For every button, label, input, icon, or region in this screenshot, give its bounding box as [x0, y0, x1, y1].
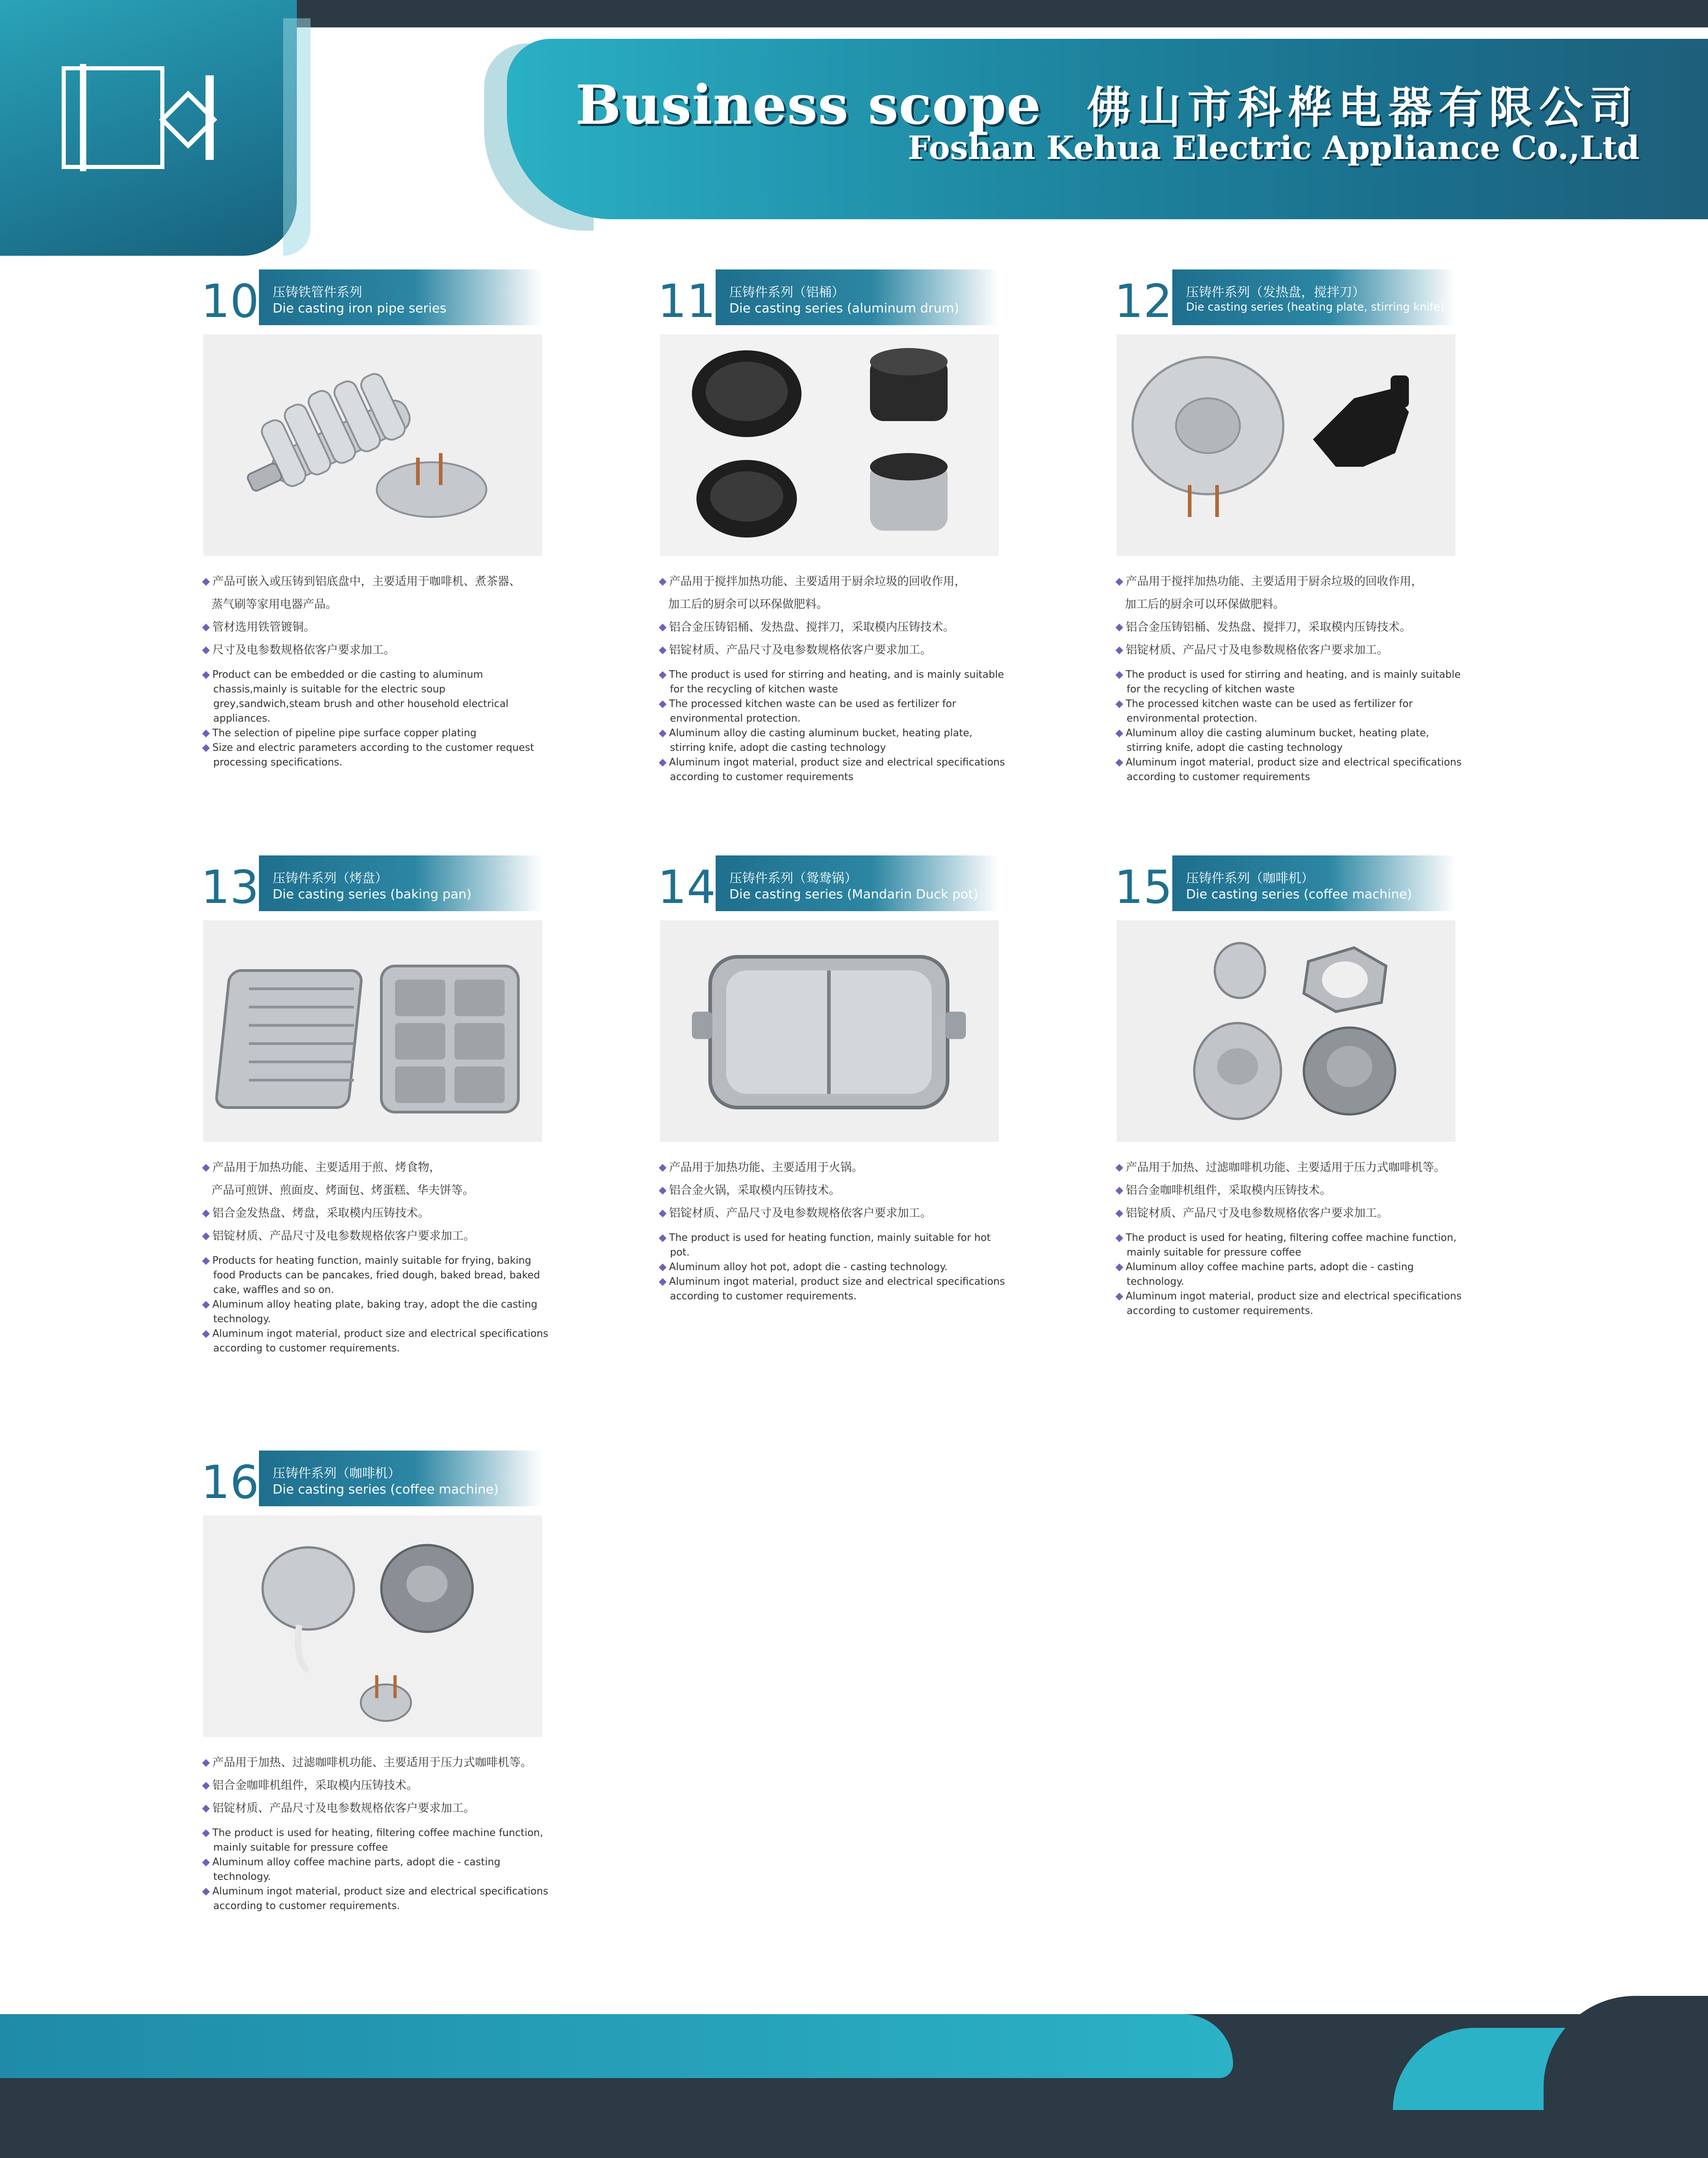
bullet-icon [1116, 1187, 1123, 1195]
product-photo-mandarin-duck-pot [660, 920, 999, 1142]
card-description [203, 1751, 550, 1914]
bullet-icon [202, 744, 210, 752]
card-title-cn: 压铸件系列（铝桶） [729, 285, 845, 300]
desc-cn-line: 蒸气刷等家用电器产品。 [211, 597, 337, 611]
desc-en-line: The product is used for stirring and heating, and is mainly suitable for the recycling of kitchen waste [1117, 668, 1464, 697]
card-number: 16 [201, 1456, 259, 1509]
desc-en-line: Aluminum ingot material, product size and electrical specifications according to customer requirements [660, 755, 1007, 785]
desc-cn-line: 铝锭材质、产品尺寸及电参数规格依客户要求加工。 [660, 1202, 1007, 1224]
bullet-icon [202, 578, 210, 586]
desc-cn-line: 加工后的厨余可以环保做肥料。 [1125, 597, 1285, 611]
desc-cn-line: 铝锭材质、产品尺寸及电参数规格依客户要求加工。 [660, 638, 1007, 661]
card-number: 10 [201, 274, 259, 328]
card-description [660, 1156, 1007, 1304]
desc-cn-line: 铝锭材质、产品尺寸及电参数规格依客户要求加工。 [203, 1224, 550, 1247]
desc-en-line: The product is used for heating, filtering coffee machine function, mainly suitable for pressure coffee [1117, 1231, 1464, 1260]
card-number: 15 [1114, 860, 1173, 914]
card-title-cn: 压铸铁管件系列 [273, 285, 363, 300]
desc-cn-line: 铝锭材质、产品尺寸及电参数规格依客户要求加工。 [1117, 638, 1464, 661]
company-name-en: Foshan Kehua Electric Appliance Co.,Ltd [907, 129, 1639, 167]
bullet-icon [1116, 1293, 1123, 1301]
desc-cn-line: 产品可煎饼、煎面皮、烤面包、烤蛋糕、华夫饼等。 [211, 1183, 474, 1197]
card-title-tag [259, 1451, 542, 1506]
desc-cn-line: 管材选用铁管镀铜。 [203, 616, 550, 638]
card-number: 11 [658, 274, 716, 328]
desc-cn-line: 产品用于搅拌加热功能、主要适用于厨余垃圾的回收作用， [660, 570, 1007, 593]
bullet-icon [659, 647, 667, 654]
desc-cn-line: 铝合金压铸铝桶、发热盘、搅拌刀，采取模内压铸技术。 [660, 616, 1007, 638]
card-title-tag [716, 269, 999, 325]
bullet-icon [659, 671, 667, 679]
bullet-icon [202, 1805, 210, 1813]
desc-en-line: Products for heating function, mainly suitable for frying, baking food Products can be pancakes, fried dough, baked bread, baked cake, waffles and so on. [203, 1254, 550, 1298]
desc-cn-line: 产品用于加热功能、主要适用于煎、烤食物， [203, 1156, 550, 1179]
page-title: Business scope [575, 73, 1042, 137]
desc-en-line: The product is used for heating function, mainly suitable for hot pot. [660, 1231, 1007, 1260]
desc-en-line: Aluminum ingot material, product size and electrical specifications according to customer requirements. [203, 1884, 550, 1914]
bullet-icon [202, 1164, 210, 1172]
desc-cn-line: 铝合金火锅，采取模内压铸技术。 [660, 1179, 1007, 1202]
desc-cn-line: 铝锭材质、产品尺寸及电参数规格依客户要求加工。 [203, 1797, 550, 1820]
product-photo-iron-pipe [203, 334, 542, 556]
bullet-icon [202, 624, 210, 632]
bullet-icon [1116, 578, 1123, 586]
bullet-icon [1116, 1235, 1123, 1242]
bullet-icon [659, 701, 667, 708]
desc-cn-line: 铝合金咖啡机组件，采取模内压铸技术。 [1117, 1179, 1464, 1202]
desc-en-line: Aluminum ingot material, product size and electrical specifications according to customer requirements. [660, 1275, 1007, 1304]
bullet-icon [202, 1830, 210, 1837]
desc-cn-line: 产品用于加热、过滤咖啡机功能、主要适用于压力式咖啡机等。 [203, 1751, 550, 1774]
bullet-icon [1116, 647, 1123, 654]
bullet-icon [659, 730, 667, 738]
card-title-en: Die casting series (heating plate, stirring knife) [1186, 301, 1445, 313]
bullet-icon [202, 1210, 210, 1218]
company-logo-icon [62, 66, 219, 169]
card-title-en: Die casting series (aluminum drum) [729, 301, 959, 316]
product-photo-coffee-machine-parts [1117, 920, 1455, 1142]
bullet-icon [1116, 759, 1123, 767]
desc-en-line: Aluminum alloy heating plate, baking tray, adopt the die casting technology. [203, 1298, 550, 1327]
desc-en-line: Aluminum alloy hot pot, adopt die - casting technology. [660, 1260, 1007, 1275]
card-description [1117, 570, 1464, 785]
card-title-en: Die casting series (baking pan) [273, 886, 472, 902]
desc-cn-line: 产品可嵌入或压铸到铝底盘中，主要适用于咖啡机、煮茶器、 [203, 570, 550, 593]
bullet-icon [202, 1257, 210, 1265]
desc-en-line: The product is used for stirring and heating, and is mainly suitable for the recycling of kitchen waste [660, 668, 1007, 697]
card-number: 13 [201, 860, 259, 914]
desc-cn-line: 产品用于搅拌加热功能、主要适用于厨余垃圾的回收作用， [1117, 570, 1464, 593]
card-number: 12 [1114, 274, 1173, 328]
card-title-en: Die casting series (coffee machine) [273, 1482, 499, 1497]
desc-en-line: Aluminum ingot material, product size and electrical specifications according to customer requirements [1117, 755, 1464, 785]
desc-en-line: Aluminum alloy coffee machine parts, adopt die - casting technology. [1117, 1260, 1464, 1289]
bullet-icon [202, 1782, 210, 1790]
bullet-icon [659, 1164, 667, 1172]
bullet-icon [1116, 730, 1123, 738]
card-description [1117, 1156, 1464, 1319]
desc-en-line: Product can be embedded or die casting to aluminum chassis,mainly is suitable for the electric soup grey,sandwich,steam brush and other household electrical appliances. [203, 668, 550, 726]
card-title-cn: 压铸件系列（咖啡机） [1186, 871, 1314, 886]
desc-en-line: Aluminum ingot material, product size and electrical specifications according to customer requirements. [203, 1327, 550, 1356]
desc-en-line: The selection of pipeline pipe surface copper plating [203, 726, 550, 741]
card-title-tag [1172, 269, 1455, 325]
footer-wave [0, 2014, 1233, 2078]
card-title-en: Die casting series (Mandarin Duck pot) [729, 886, 979, 902]
card-title-tag [259, 855, 542, 911]
desc-cn-line: 产品用于加热功能、主要适用于火锅。 [660, 1156, 1007, 1179]
desc-cn-line: 铝合金咖啡机组件，采取模内压铸技术。 [203, 1774, 550, 1797]
bullet-icon [1116, 1164, 1123, 1172]
desc-en-line: Aluminum alloy die casting aluminum bucket, heating plate, stirring knife, adopt die casting technology [1117, 726, 1464, 755]
bullet-icon [202, 730, 210, 738]
bullet-icon [202, 1888, 210, 1896]
bullet-icon [659, 1210, 667, 1218]
card-title-cn: 压铸件系列（咖啡机） [273, 1466, 401, 1481]
desc-en-line: The processed kitchen waste can be used as fertilizer for environmental protection. [660, 697, 1007, 726]
card-title-tag [1172, 855, 1455, 911]
product-photo-baking-pan [203, 920, 542, 1142]
card-description [203, 1156, 550, 1356]
desc-en-line: The product is used for heating, filtering coffee machine function, mainly suitable for pressure coffee [203, 1826, 550, 1855]
bullet-icon [1116, 1210, 1123, 1218]
card-number: 14 [658, 860, 716, 914]
bullet-icon [659, 1187, 667, 1195]
desc-en-line: Aluminum alloy die casting aluminum bucket, heating plate, stirring knife, adopt die casting technology [660, 726, 1007, 755]
bullet-icon [202, 1233, 210, 1240]
desc-cn-line: 产品用于加热、过滤咖啡机功能、主要适用于压力式咖啡机等。 [1117, 1156, 1464, 1179]
bullet-icon [202, 1759, 210, 1767]
desc-cn-line: 铝合金压铸铝桶、发热盘、搅拌刀，采取模内压铸技术。 [1117, 616, 1464, 638]
bullet-icon [202, 1330, 210, 1338]
desc-cn-line: 铝锭材质、产品尺寸及电参数规格依客户要求加工。 [1117, 1202, 1464, 1224]
card-title-cn: 压铸件系列（鸳鸯锅） [729, 871, 858, 886]
card-description [203, 570, 550, 770]
desc-cn-line: 加工后的厨余可以环保做肥料。 [668, 597, 828, 611]
product-photo-aluminum-drum [660, 334, 999, 556]
bullet-icon [659, 1235, 667, 1242]
desc-en-line: Aluminum ingot material, product size and electrical specifications according to customer requirements. [1117, 1289, 1464, 1319]
bullet-icon [202, 1859, 210, 1867]
bullet-icon [202, 1301, 210, 1309]
desc-en-line: Size and electric parameters according to the customer request processing specifications. [203, 741, 550, 770]
bullet-icon [1116, 671, 1123, 679]
desc-en-line: Aluminum alloy coffee machine parts, adopt die - casting technology. [203, 1855, 550, 1884]
bullet-icon [202, 647, 210, 654]
bullet-icon [659, 1264, 667, 1272]
product-photo-heating-plate [1117, 334, 1455, 556]
company-name-cn: 佛山市科桦电器有限公司 [1087, 82, 1639, 133]
desc-en-line: The processed kitchen waste can be used as fertilizer for environmental protection. [1117, 697, 1464, 726]
card-title-tag [259, 269, 542, 325]
desc-cn-line: 尺寸及电参数规格依客户要求加工。 [203, 638, 550, 661]
card-title-en: Die casting series (coffee machine) [1186, 886, 1412, 902]
bullet-icon [1116, 624, 1123, 632]
bullet-icon [1116, 701, 1123, 708]
bullet-icon [659, 578, 667, 586]
card-description [660, 570, 1007, 785]
card-title-en: Die casting iron pipe series [273, 301, 447, 316]
bullet-icon [202, 671, 210, 679]
logo-panel [0, 0, 297, 256]
bullet-icon [659, 1278, 667, 1286]
bullet-icon [1116, 1264, 1123, 1272]
card-title-cn: 压铸件系列（发热盘，搅拌刀） [1186, 285, 1365, 300]
bullet-icon [659, 759, 667, 767]
card-title-cn: 压铸件系列（烤盘） [273, 871, 388, 886]
product-photo-coffee-machine-boiler [203, 1515, 542, 1737]
desc-cn-line: 铝合金发热盘、烤盘，采取模内压铸技术。 [203, 1202, 550, 1224]
bullet-icon [659, 624, 667, 632]
card-title-tag [716, 855, 999, 911]
